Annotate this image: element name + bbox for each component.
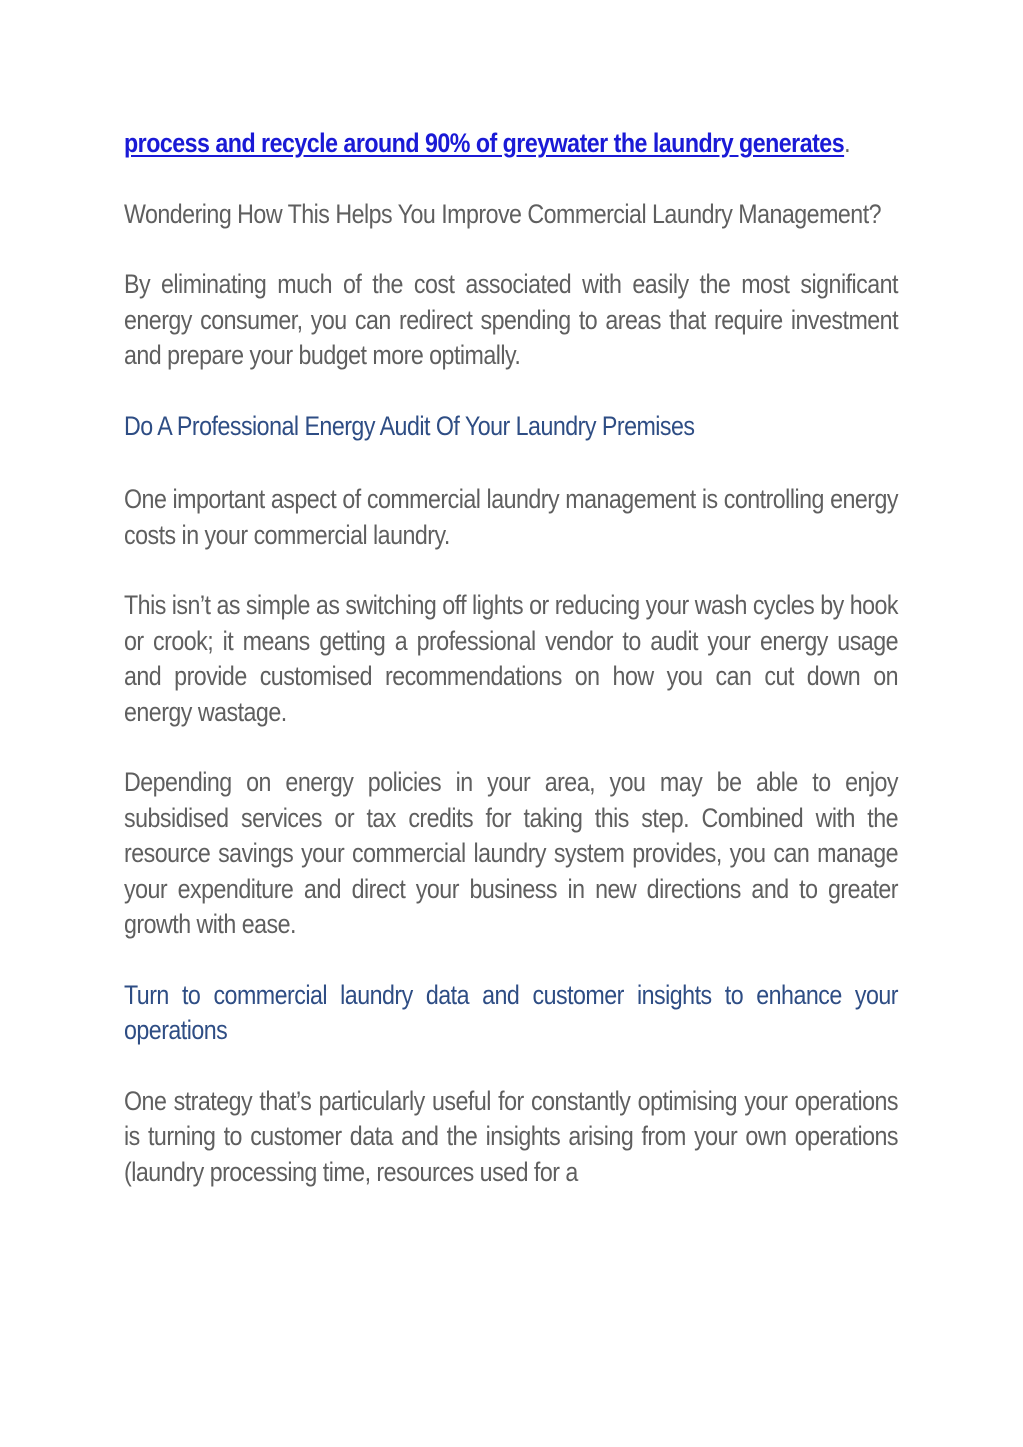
audit-heading: Do A Professional Energy Audit Of Your Laundry Premises <box>124 410 695 441</box>
eliminating-paragraph: By eliminating much of the cost associated with easily the most significant energy consumer, you can redirect spending to areas that require investment and prepare your budget more optimally. <box>124 269 898 370</box>
data-insights-heading: Turn to commercial laundry data and customer insights to enhance your operations <box>124 979 898 1045</box>
one-strategy-paragraph: One strategy that’s particularly useful for constantly optimising your operations is turning to customer data and the insights arising from your own operations (laundry processing time, resources used for a <box>124 1085 898 1187</box>
greywater-link[interactable]: process and recycle around 90% of greywater the laundry generates <box>124 128 845 158</box>
not-simple-paragraph: This isn’t as simple as switching off lights or reducing your wash cycles by hook or crook; it means getting a professional vendor to audit your energy usage and provide customised recommendations on how you can cut down on energy wastage. <box>124 590 898 727</box>
depending-paragraph: Depending on energy policies in your area, you may be able to enjoy subsidised services or tax credits for taking this step. Combined with the resource savings your commercial laundry system provides, you can manage your expenditure and direct your business in new directions and to greater growth with ease. <box>124 767 898 939</box>
link-trailing-period: . <box>844 128 851 158</box>
lead-paragraph <box>124 126 898 162</box>
important-aspect-paragraph: One important aspect of commercial laundry management is controlling energy costs in your commercial laundry. <box>124 484 898 550</box>
document-page <box>124 126 898 1190</box>
wondering-paragraph: Wondering How This Helps You Improve Commercial Laundry Management? <box>124 198 882 229</box>
